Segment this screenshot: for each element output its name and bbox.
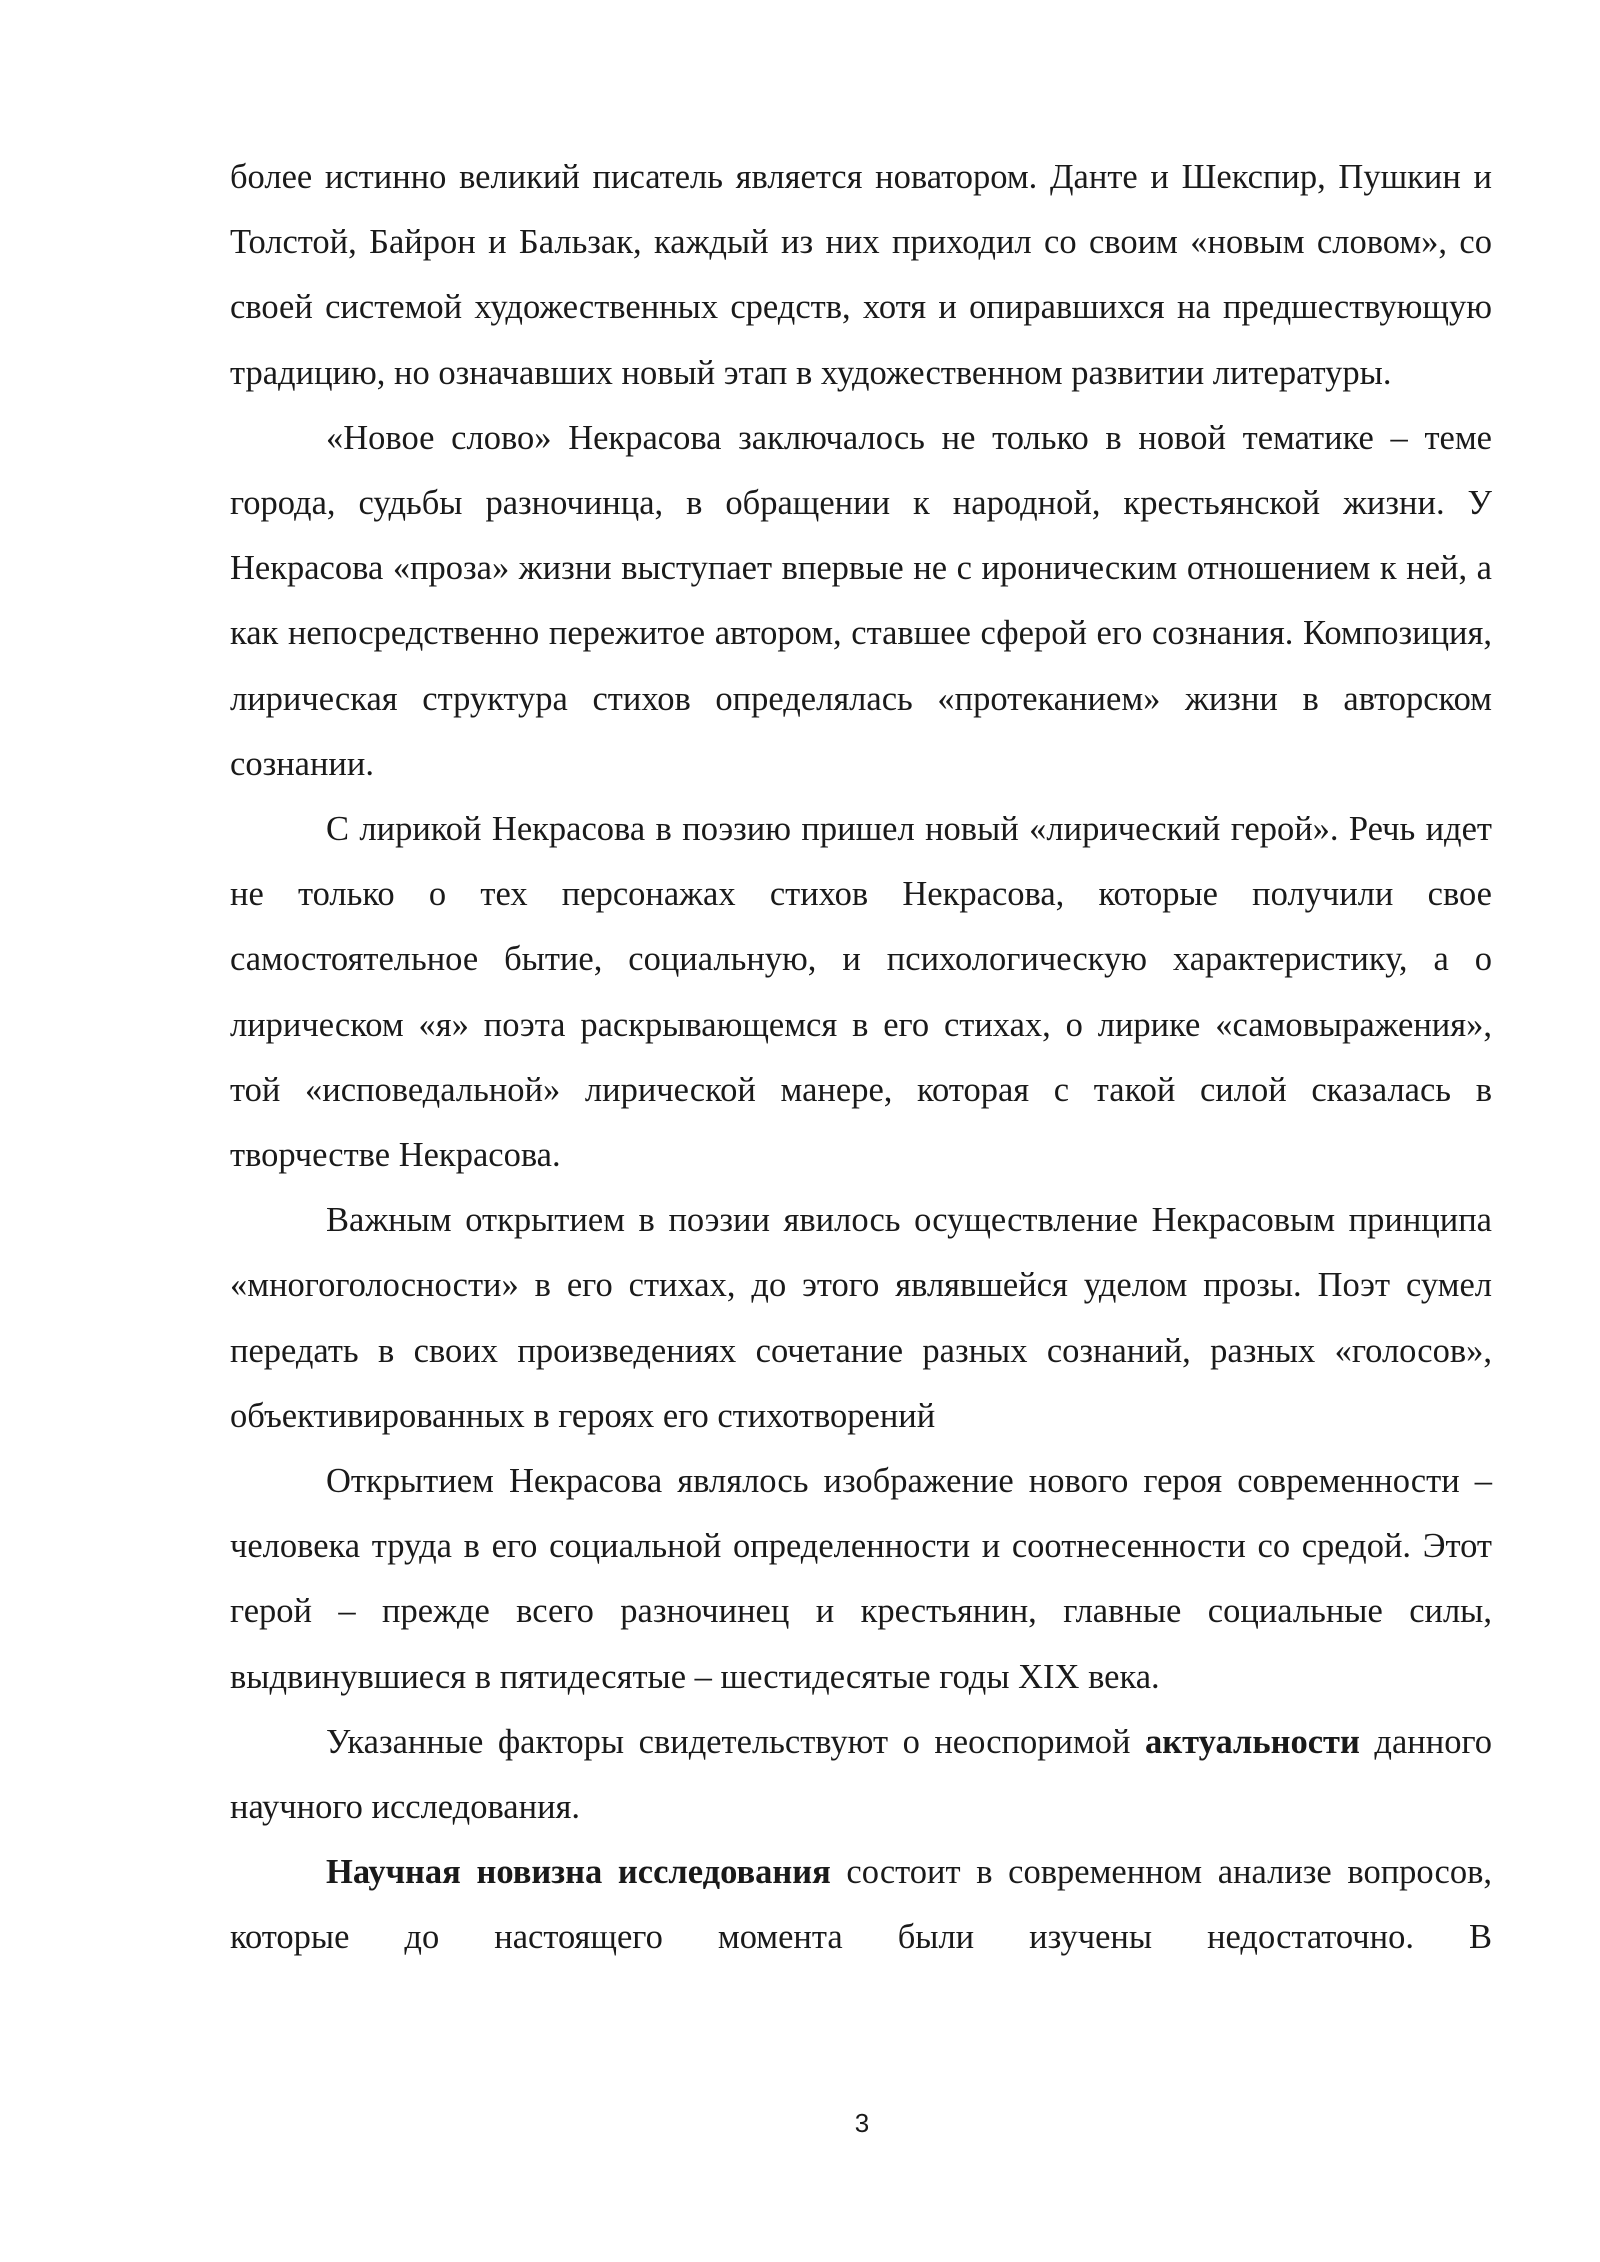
paragraph-7 [230, 1840, 1492, 1970]
paragraph-6-text-before: Указанные факторы свидетельствуют о неоспоримой [326, 1722, 1146, 1761]
keyword-novelty: Научная новизна исследования [326, 1853, 831, 1892]
paragraph-1: более истинно великий писатель является новатором. Данте и Шекспир, Пушкин и Толстой, Байрон и Бальзак, каждый из них приходил со своим «новым словом», со своей системой художественных средств, хотя и опиравшихся на предшествующую традицию, но означавших новый этап в художественном развитии литературы. [230, 158, 1492, 392]
paragraph-3: С лирикой Некрасова в поэзию пришел новый «лирический герой». Речь идет не только о тех персонажах стихов Некрасова, которые получили свое самостоятельное бытие, социальную, и психологическую характеристику, а о лирическом «я» поэта раскрывающемся в его стихах, о лирике «самовыражения», той «исповедальной» лирической манере, которая с такой силой сказалась в творчестве Некрасова. [230, 810, 1492, 1175]
paragraph-6 [230, 1710, 1492, 1840]
paragraph-7-text-after: состоит в современном анализе вопросов, которые до настоящего момента были изучены недостаточно. В [230, 1853, 1493, 1957]
paragraph-2: «Новое слово» Некрасова заключалось не только в новой тематике – теме города, судьбы разночинца, в обращении к народной, крестьянской жизни. У Некрасова «проза» жизни выступает впервые не с ироническим отношением к ней, а как непосредственно пережитое автором, ставшее сферой его сознания. Композиция, лирическая структура стихов определялась «протеканием» жизни в авторском сознании. [230, 418, 1492, 783]
keyword-relevance: актуальности [1145, 1722, 1360, 1761]
paragraph-5: Открытием Некрасова являлось изображение нового героя современности – человека труда в его социальной определенности и соотнесенности со средой. Этот герой – прежде всего разночинец и крестьянин, главные социальные силы, выдвинувшиеся в пятидесятые – шестидесятые годы XIX века. [230, 1462, 1492, 1696]
paragraph-4: Важным открытием в поэзии явилось осуществление Некрасовым принципа «многоголосности» в его стихах, до этого являвшейся уделом прозы. Поэт сумел передать в своих произведениях сочетание разных сознаний, разных «голосов», объективированных в героях его стихотворений [230, 1201, 1492, 1435]
page-number: 3 [854, 2108, 870, 2138]
body-text [230, 145, 1492, 1971]
paragraph-6-text-after: данного научного исследования. [230, 1722, 1492, 1827]
